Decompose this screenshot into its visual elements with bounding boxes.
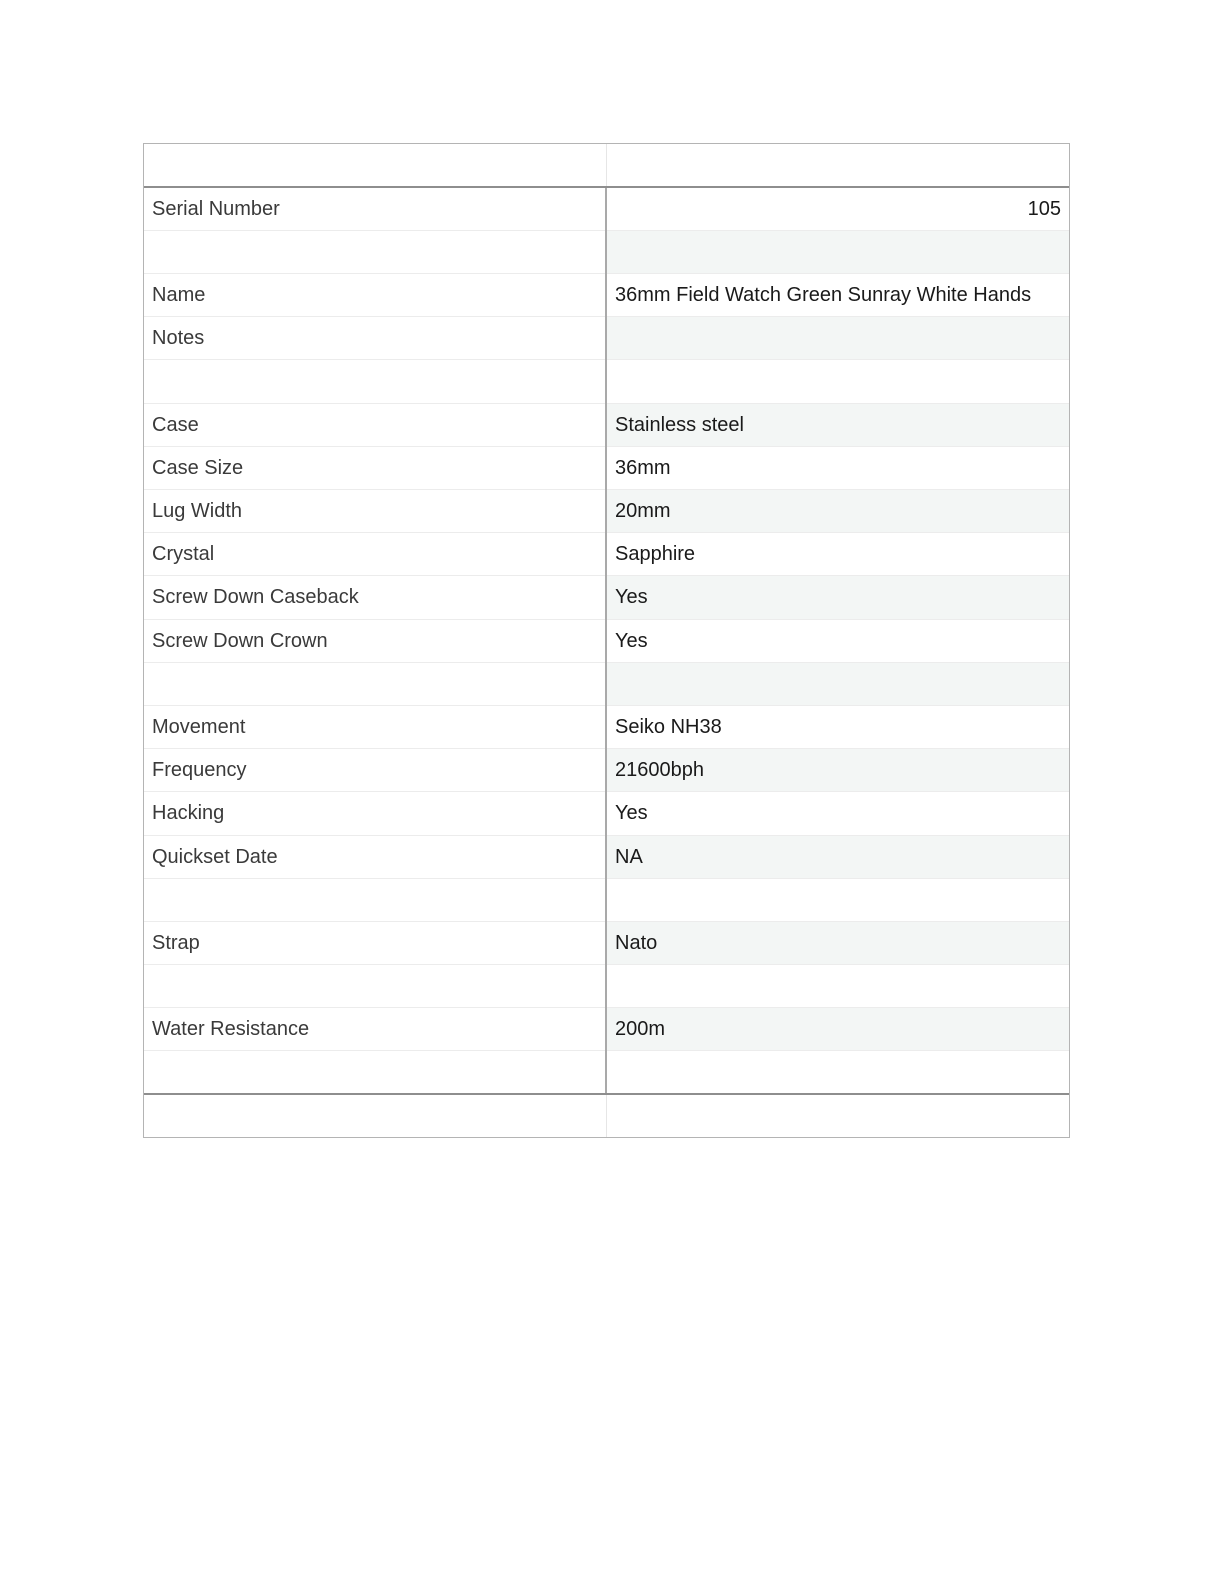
row-screw-down-caseback	[144, 576, 1069, 619]
case-value[interactable]: Stainless steel	[606, 403, 1069, 446]
water-resistance-label[interactable]: Water Resistance	[144, 1008, 606, 1051]
notes-value[interactable]	[606, 317, 1069, 360]
footer-cell-label[interactable]	[144, 1094, 606, 1137]
quickset-date-value[interactable]: NA	[606, 835, 1069, 878]
row-lug-width	[144, 490, 1069, 533]
row-case	[144, 403, 1069, 446]
empty-cell[interactable]	[606, 1051, 1069, 1094]
crystal-label[interactable]: Crystal	[144, 533, 606, 576]
lug-width-label[interactable]: Lug Width	[144, 490, 606, 533]
header-row	[144, 144, 1069, 187]
row-hacking	[144, 792, 1069, 835]
notes-label[interactable]: Notes	[144, 317, 606, 360]
frequency-value[interactable]: 21600bph	[606, 749, 1069, 792]
empty-cell[interactable]	[606, 230, 1069, 273]
row-water-resistance	[144, 1008, 1069, 1051]
case-label[interactable]: Case	[144, 403, 606, 446]
empty-cell[interactable]	[144, 230, 606, 273]
empty-cell[interactable]	[606, 662, 1069, 705]
movement-label[interactable]: Movement	[144, 705, 606, 748]
empty-cell[interactable]	[606, 360, 1069, 403]
row-case-size	[144, 446, 1069, 489]
serial-number-value[interactable]: 105	[606, 187, 1069, 230]
screw-down-caseback-label[interactable]: Screw Down Caseback	[144, 576, 606, 619]
spacer-row	[144, 662, 1069, 705]
hacking-value[interactable]: Yes	[606, 792, 1069, 835]
empty-cell[interactable]	[144, 965, 606, 1008]
row-screw-down-crown	[144, 619, 1069, 662]
case-size-label[interactable]: Case Size	[144, 446, 606, 489]
spacer-row	[144, 230, 1069, 273]
header-cell-value[interactable]	[606, 144, 1069, 187]
screw-down-caseback-value[interactable]: Yes	[606, 576, 1069, 619]
crystal-value[interactable]: Sapphire	[606, 533, 1069, 576]
empty-cell[interactable]	[144, 1051, 606, 1094]
name-value[interactable]: 36mm Field Watch Green Sunray White Hands	[606, 274, 1069, 317]
hacking-label[interactable]: Hacking	[144, 792, 606, 835]
row-serial-number	[144, 187, 1069, 230]
water-resistance-value[interactable]: 200m	[606, 1008, 1069, 1051]
quickset-date-label[interactable]: Quickset Date	[144, 835, 606, 878]
empty-cell[interactable]	[606, 878, 1069, 921]
row-name	[144, 274, 1069, 317]
empty-cell[interactable]	[144, 878, 606, 921]
strap-value[interactable]: Nato	[606, 921, 1069, 964]
empty-cell[interactable]	[606, 965, 1069, 1008]
screw-down-crown-value[interactable]: Yes	[606, 619, 1069, 662]
footer-row	[144, 1094, 1069, 1137]
watch-spec-table	[144, 144, 1069, 1137]
lug-width-value[interactable]: 20mm	[606, 490, 1069, 533]
serial-number-label[interactable]: Serial Number	[144, 187, 606, 230]
row-frequency	[144, 749, 1069, 792]
empty-cell[interactable]	[144, 662, 606, 705]
footer-cell-value[interactable]	[606, 1094, 1069, 1137]
screw-down-crown-label[interactable]: Screw Down Crown	[144, 619, 606, 662]
spec-sheet	[143, 143, 1070, 1138]
row-quickset-date	[144, 835, 1069, 878]
spacer-row	[144, 1051, 1069, 1094]
name-label[interactable]: Name	[144, 274, 606, 317]
spacer-row	[144, 360, 1069, 403]
strap-label[interactable]: Strap	[144, 921, 606, 964]
frequency-label[interactable]: Frequency	[144, 749, 606, 792]
empty-cell[interactable]	[144, 360, 606, 403]
row-notes	[144, 317, 1069, 360]
row-movement	[144, 705, 1069, 748]
header-cell-label[interactable]	[144, 144, 606, 187]
row-crystal	[144, 533, 1069, 576]
movement-value[interactable]: Seiko NH38	[606, 705, 1069, 748]
case-size-value[interactable]: 36mm	[606, 446, 1069, 489]
spacer-row	[144, 965, 1069, 1008]
spacer-row	[144, 878, 1069, 921]
row-strap	[144, 921, 1069, 964]
